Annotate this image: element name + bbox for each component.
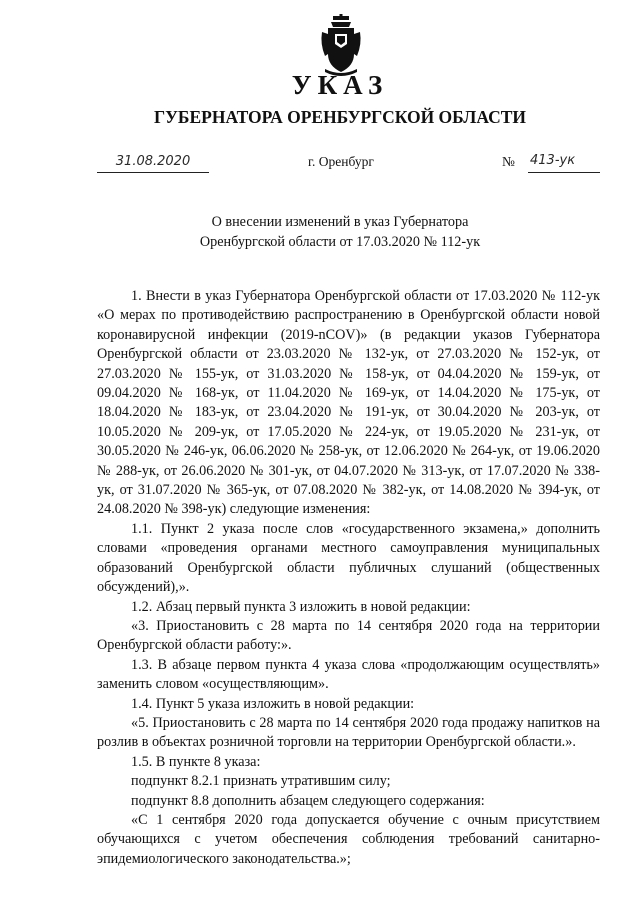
decree-number: 413-ук [530, 153, 576, 168]
number-sign: № [502, 154, 515, 169]
paragraph-1-4-quote: «5. Приостановить с 28 марта по 14 сентября 2020 года продажу напитков на розлив в объектах розничной торговли на территории Оренбургской области.». [97, 714, 600, 751]
number-underline [528, 172, 600, 173]
paragraph-1-5-quote: «С 1 сентября 2020 года допускается обучение с очным присутствием обучающихся с учетом обеспечения соблюдения требований санитарно-эпидемиологического законодательства.»; [97, 811, 600, 867]
paragraph-1-5-a: подпункт 8.2.1 признать утратившим силу; [131, 773, 391, 790]
coat-of-arms-icon [319, 14, 363, 76]
decree-subject [150, 213, 530, 252]
paragraph-1: 1. Внести в указ Губернатора Оренбургской области от 17.03.2020 № 112-ук «О мерах по противодействию распространению в Оренбургской области новой коронавирусной инфекции (2019-nCOV)» (в редакции указов Губернатора Оренбургской области от 23.03.2020 № 132-ук, от 27.03.2020 № 152-ук, от 27.03.2020 № 155-ук, от 31.03.2020 № 158-ук, от 04.04.2020 № 159-ук, от 09.04.2020 № 168-ук, от 11.04.2020 № 169-ук, от 14.04.2020 № 175-ук, от 18.04.2020 № 183-ук, от 23.04.2020 № 191-ук, от 30.04.2020 № 203-ук, от 10.05.2020 № 209-ук, от 17.05.2020 № 224-ук, от 19.05.2020 № 231-ук, от 30.05.2020 № 246-ук, 06.06.2020 № 258-ук, от 12.06.2020 № 264-ук, от 19.06.2020 № 288-ук, от 26.06.2020 № 301-ук, от 04.07.2020 № 313-ук, от 17.07.2020 № 338-ук, от 31.07.2020 № 365-ук, от 07.08.2020 № 382-ук, от 14.08.2020 № 394-ук, от 24.08.2020 № 398-ук) следующие изменения: [97, 288, 600, 518]
decree-body [97, 287, 600, 869]
decree-title: УКАЗ [291, 70, 389, 100]
subject-line-2: Оренбургской области от 17.03.2020 № 112-ук [199, 233, 481, 250]
paragraph-1-4: 1.4. Пункт 5 указа изложить в новой редакции: [131, 695, 415, 712]
paragraph-1-1: 1.1. Пункт 2 указа после слов «государственного экзамена,» дополнить словами «проведения органами местного самоуправления муниципальных образований Оренбургской области публичных слушаний (общественных обсуждений),». [97, 520, 600, 596]
issuer-title: ГУБЕРНАТОРА ОРЕНБУРГСКОЙ ОБЛАСТИ [153, 107, 527, 127]
subject-line-1: О внесении изменений в указ Губернатора [211, 214, 469, 230]
paragraph-1-5: 1.5. В пункте 8 указа: [131, 753, 261, 770]
paragraph-1-3: 1.3. В абзаце первом пункта 4 указа слова «продолжающим осуществлять» заменить словом «осуществляющим». [97, 656, 600, 693]
issue-city: г. Оренбург [308, 154, 374, 169]
date-underline [97, 172, 209, 173]
paragraph-1-2-quote: «3. Приостановить с 28 марта по 14 сентября 2020 года на территории Оренбургской области работу:». [97, 617, 600, 654]
paragraph-1-5-b: подпункт 8.8 дополнить абзацем следующего содержания: [131, 792, 485, 809]
decree-date: 31.08.2020 [115, 154, 191, 169]
paragraph-1-2: 1.2. Абзац первый пункта 3 изложить в новой редакции: [131, 598, 471, 615]
